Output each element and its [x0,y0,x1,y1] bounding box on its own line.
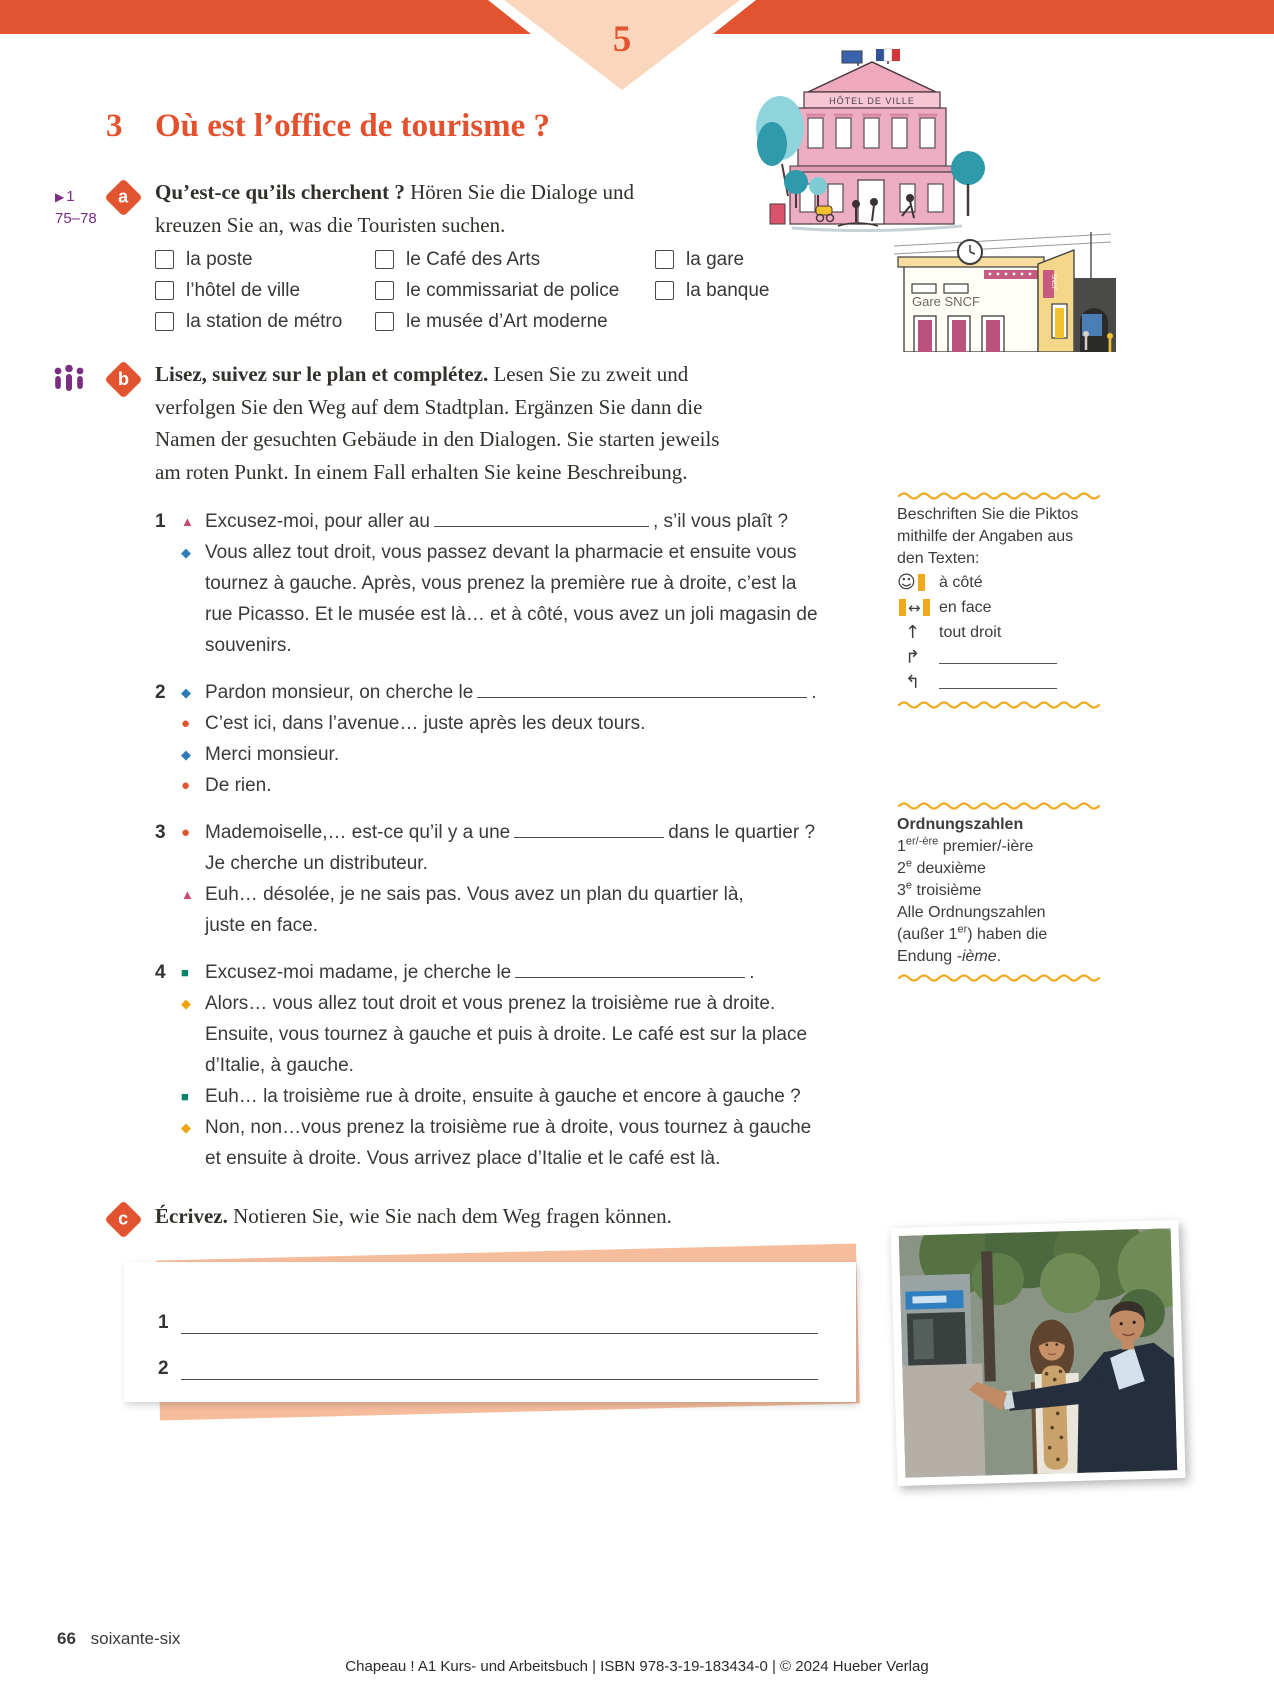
dialogue-text: Alors… vous allez tout droit et vous prenez la troisième rue à droite. [205,993,776,1014]
checkbox[interactable] [375,281,394,300]
speaker-diamond-icon [181,988,205,1019]
audio-book-number: 1 [66,188,75,205]
speaker-circle-icon [181,770,205,801]
dialogue-line [155,630,867,661]
speaker-circle-icon [181,817,205,848]
answer-box [124,1262,856,1402]
checkbox-label: l’hôtel de ville [186,279,301,301]
hint-text: Beschriften Sie die Piktos [897,506,1079,523]
picto-label: à côté [939,573,983,591]
dialogue-line [155,1112,867,1143]
checkbox-option [375,306,619,337]
dialogue-text: Excusez-moi, pour aller au , s’il vous plaît ? [205,511,789,532]
grammar-title: Ordnungszahlen [897,816,1024,833]
dialogue-line [155,1050,867,1081]
checkbox[interactable] [155,250,174,269]
checkbox-option [155,275,342,306]
fill-in-blank[interactable] [477,683,807,698]
dialogue-line [155,506,867,537]
task-c-title: Écrivez. [155,1204,228,1228]
answer-number: 2 [158,1358,169,1379]
dialogue-number: 3 [155,822,166,843]
credit-line: Chapeau ! A1 Kurs- und Arbeitsbuch | ISBN 978-3-19-183434-0 | © 2024 Hueber Verlag [345,1658,929,1675]
dialogue-line [155,677,867,708]
picto-row [897,570,1102,595]
answer-number: 1 [158,1312,169,1333]
speaker-diamond-icon [181,1112,205,1143]
checkbox[interactable] [155,312,174,331]
dialogue-3 [155,817,867,941]
task-a-title: Qu’est-ce qu’ils cherchent ? [155,180,405,204]
dialogue-text: De rien. [205,775,272,796]
fill-in-blank[interactable] [939,651,1057,664]
answer-row [158,1334,856,1380]
checkbox-label: le musée d’Art moderne [406,310,608,332]
checkbox-option [655,244,769,275]
dialogue-line [155,568,867,599]
fill-in-blank[interactable] [515,963,745,978]
audio-track-range: 75–78 [55,210,97,227]
dialogue-text: souvenirs. [205,635,292,656]
unit-number: 5 [612,19,632,60]
dialogue-1 [155,506,867,661]
speaker-square-icon [181,957,205,988]
checkbox-column [155,244,342,337]
section-number: 3 [106,108,123,144]
checkbox[interactable] [155,281,174,300]
section-title: Où est l’office de tourisme ? [155,108,550,144]
dialogue-number: 1 [155,511,166,532]
page-number-word: soixante-six [90,1629,181,1648]
task-b-instruction: Lisez, suivez sur le plan et complétez. Lesen Sie zu zweit und verfolgen Sie den Weg auf dem Stadtplan. Ergänzen Sie dann die Namen der gesuchten Gebäude in den Dialogen. Sie starten jeweils am roten Punkt. In einem Fall erhalten Sie keine Beschreibung. [155,362,720,484]
speaker-diamond-icon [181,739,205,770]
dialogue-text: Mademoiselle,… est-ce qu’il y a une dans le quartier ? [205,822,816,843]
checkbox[interactable] [655,250,674,269]
dialogue-text: Vous allez tout droit, vous passez devant la pharmacie et ensuite vous [205,542,797,563]
hotel-sign-text: HÔTEL DE VILLE [829,96,915,106]
opposite-arrow-icon: ↔ [897,597,939,619]
dialogue-text: C’est ici, dans l’avenue… juste après les deux tours. [205,713,646,734]
speaker-circle-icon [181,708,205,739]
smiley-beside-icon: ☺ [897,572,939,594]
dialogue-line [155,1143,867,1174]
dialogue-text: Je cherche un distributeur. [205,853,428,874]
dialogue-line [155,848,867,879]
grammar-note: Alle Ordnungszahlen [897,904,1046,921]
picto-row [897,645,1102,670]
straight-arrow-icon: ↑ [905,621,921,643]
picto-label: en face [939,598,992,616]
dialogue-text: Excusez-moi madame, je cherche le . [205,962,755,983]
task-b-badge: b [104,360,142,398]
hint-text: den Texten: [897,550,980,567]
dialogue-2 [155,677,867,801]
pictogram-hint-box [897,486,1102,713]
grammar-note: Endung -ième. [897,948,1002,965]
dialogue-line [155,599,867,630]
task-c-badge: c [104,1200,142,1238]
dialogue-text: Ensuite, vous tournez à gauche et puis à droite. Le café est sur la place [205,1024,808,1045]
checkbox[interactable] [375,250,394,269]
task-a-badge: a [104,178,142,216]
speaker-diamond-icon [181,677,205,708]
wavy-line [897,972,1102,982]
dialogue-line [155,739,867,770]
answer-row [158,1288,856,1334]
dialogue-4 [155,957,867,1174]
dialogue-line [155,988,867,1019]
dialogue-text: rue Picasso. Et le musée est là… et à côté, vous avez un joli magasin de [205,604,818,625]
checkbox-option [155,306,342,337]
fill-in-blank[interactable] [939,676,1057,689]
fill-in-blank[interactable] [514,823,664,838]
checkbox-label: le Café des Arts [406,248,541,270]
task-b-title: Lisez, suivez sur le plan et complétez. [155,362,489,386]
wavy-line [897,699,1102,709]
grammar-entry: $1^{er/-ère}$ premier/-ière [897,835,1034,855]
answer-line[interactable] [181,1317,818,1334]
checkbox[interactable] [655,281,674,300]
dialogue-text: d’Italie, à gauche. [205,1055,354,1076]
wavy-line [897,800,1102,810]
gare-sign-text: Gare SNCF [912,294,980,309]
dialogue-text: Merci monsieur. [205,744,340,765]
speaker-triangle-icon [181,506,205,537]
grammar-entry: 2e deuxième [897,857,986,877]
street-directions-photo [890,1220,1185,1486]
checkbox-option [375,275,619,306]
fill-in-blank[interactable] [434,512,649,527]
dialogue-line [155,910,867,941]
dialogue-line [155,879,867,910]
checkbox-label: la station de métro [186,310,343,332]
dialogue-text: juste en face. [205,915,319,936]
play-icon [55,188,66,205]
turn-left-arrow-icon: ↰ [905,671,921,693]
picto-row [897,595,1102,620]
grammar-box [897,796,1102,986]
dialogue-list [155,506,867,1190]
checkbox-option [655,275,769,306]
checkbox-label: la banque [686,279,770,301]
task-a-instruction: Qu’est-ce qu’ils cherchent ? Hören Sie die Dialoge und kreuzen Sie an, was die Touristen suchen. [155,180,635,237]
speaker-triangle-icon [181,879,205,910]
dialogue-number: 2 [155,682,166,703]
speaker-square-icon [181,1081,205,1112]
dialogue-text: tournez à gauche. Après, vous prenez la première rue à droite, c’est la [205,573,797,594]
wavy-line [897,490,1102,500]
hint-text: mithilfe der Angaben aus [897,528,1074,545]
dialogue-text: Euh… désolée, je ne sais pas. Vous avez un plan du quartier là, [205,884,744,905]
picto-row [897,620,1102,645]
partner-work-icon [50,364,88,394]
turn-right-arrow-icon: ↱ [905,646,921,668]
grammar-entry: 3e troisième [897,879,982,899]
dialogue-number: 4 [155,962,166,983]
dialogue-line [155,770,867,801]
hotel-de-ville-illustration [752,46,992,232]
dialogue-line [155,708,867,739]
checkbox-option [375,244,619,275]
task-c-instruction: Écrivez. Notieren Sie, wie Sie nach dem Weg fragen können. [155,1204,672,1228]
dialogue-line [155,1019,867,1050]
page-number: 66 soixante-six [57,1629,181,1648]
dialogue-text: Euh… la troisième rue à droite, ensuite à gauche et encore à gauche ? [205,1086,801,1107]
checkbox-option [155,244,342,275]
dialogue-text: Non, non…vous prenez la troisième rue à droite, vous tournez à gauche [205,1117,812,1138]
checkbox-label: la gare [686,248,745,270]
dialogue-line [155,537,867,568]
checkbox-column [655,244,769,306]
dialogue-text: Pardon monsieur, on cherche le . [205,682,817,703]
photo-image [899,1228,1178,1478]
checkbox-label: le commissariat de police [406,279,620,301]
gare-sncf-illustration [886,230,1116,352]
dialogue-line [155,957,867,988]
checkbox-grid [155,244,875,344]
answer-line[interactable] [181,1363,818,1380]
speaker-diamond-icon [181,537,205,568]
dialogue-line [155,1081,867,1112]
audio-track-marker [55,186,97,229]
checkbox[interactable] [375,312,394,331]
checkbox-label: la poste [186,248,253,270]
picto-row [897,670,1102,695]
checkbox-column [375,244,619,337]
dialogue-text: et ensuite à droite. Vous arrivez place d’Italie et le café est là. [205,1148,721,1169]
gare-side-sign-text: SNCF [1050,274,1056,291]
grammar-note: (außer 1er) haben die [897,923,1048,943]
dialogue-line [155,817,867,848]
picto-label: tout droit [939,623,1002,641]
